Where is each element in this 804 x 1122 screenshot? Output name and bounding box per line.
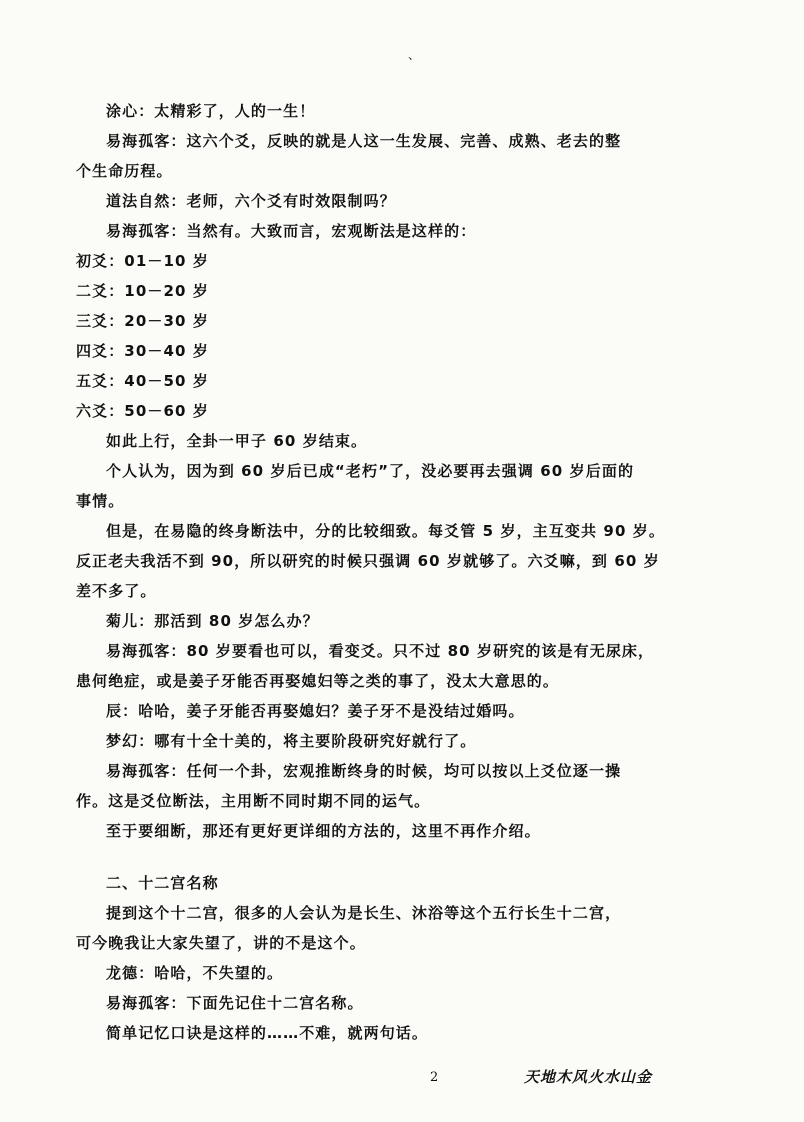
text-line: 易海孤客：当然有。大致而言，宏观断法是这样的： — [106, 222, 477, 240]
scan-mark: 、 — [408, 48, 421, 62]
text-line: 涂心：太精彩了，人的一生！ — [106, 102, 316, 120]
text-line: 反正老夫我活不到 90，所以研究的时候只强调 60 岁就够了。六爻嘛，到 60 岁 — [76, 552, 660, 570]
text-line: 五爻：40－50 岁 — [76, 372, 209, 390]
text-line: 梦幻：哪有十全十美的，将主要阶段研究好就行了。 — [106, 732, 477, 750]
text-line: 如此上行，全卦一甲子 60 岁结束。 — [106, 432, 368, 450]
text-line: 易海孤客：任何一个卦，宏观推断终身的时候，均可以按以上爻位逐一操 — [106, 762, 622, 780]
text-line: 个人认为，因为到 60 岁后已成“老朽”了，没必要再去强调 60 岁后面的 — [106, 462, 635, 480]
page-number: 2 — [430, 1070, 439, 1085]
text-line: 二爻：10－20 岁 — [76, 282, 209, 300]
text-line: 可今晚我让大家失望了，讲的不是这个。 — [76, 934, 366, 952]
section-heading: 二、十二宫名称 — [106, 874, 219, 892]
text-line: 至于要细断，那还有更好更详细的方法的，这里不再作介绍。 — [106, 822, 541, 840]
text-line: 个生命历程。 — [76, 162, 173, 180]
text-line: 四爻：30－40 岁 — [76, 342, 209, 360]
text-line: 辰：哈哈，姜子牙能否再娶媳妇？姜子牙不是没结过婚吗。 — [106, 702, 525, 720]
text-line: 道法自然：老师，六个爻有时效限制吗？ — [106, 192, 396, 210]
footer-text: 天地木风火水山金 — [524, 1068, 653, 1086]
text-line: 提到这个十二宫，很多的人会认为是长生、沐浴等这个五行长生十二宫， — [106, 904, 622, 922]
text-line: 简单记忆口诀是这样的……不难，就两句话。 — [106, 1024, 429, 1042]
text-line: 易海孤客：这六个爻，反映的就是人这一生发展、完善、成熟、老去的整 — [106, 132, 622, 150]
document-body — [76, 96, 726, 1048]
text-line: 龙德：哈哈，不失望的。 — [106, 964, 284, 982]
text-line: 事情。 — [76, 492, 125, 510]
text-line: 患何绝症，或是姜子牙能否再娶媳妇等之类的事了，没太大意思的。 — [76, 672, 560, 690]
text-line: 六爻：50－60 岁 — [76, 402, 209, 420]
text-line: 初爻：01－10 岁 — [76, 252, 209, 270]
text-line: 但是，在易隐的终身断法中，分的比较细致。每爻管 5 岁，主互变共 90 岁。 — [106, 522, 666, 540]
text-line: 易海孤客：下面先记住十二宫名称。 — [106, 994, 364, 1012]
text-line: 三爻：20－30 岁 — [76, 312, 209, 330]
text-line: 菊儿：那活到 80 岁怎么办？ — [106, 612, 319, 630]
text-line: 差不多了。 — [76, 582, 157, 600]
text-line: 作。这是爻位断法，主用断不同时期不同的运气。 — [76, 792, 431, 810]
text-line: 易海孤客：80 岁要看也可以，看变爻。只不过 80 岁研究的该是有无尿床， — [106, 642, 655, 660]
